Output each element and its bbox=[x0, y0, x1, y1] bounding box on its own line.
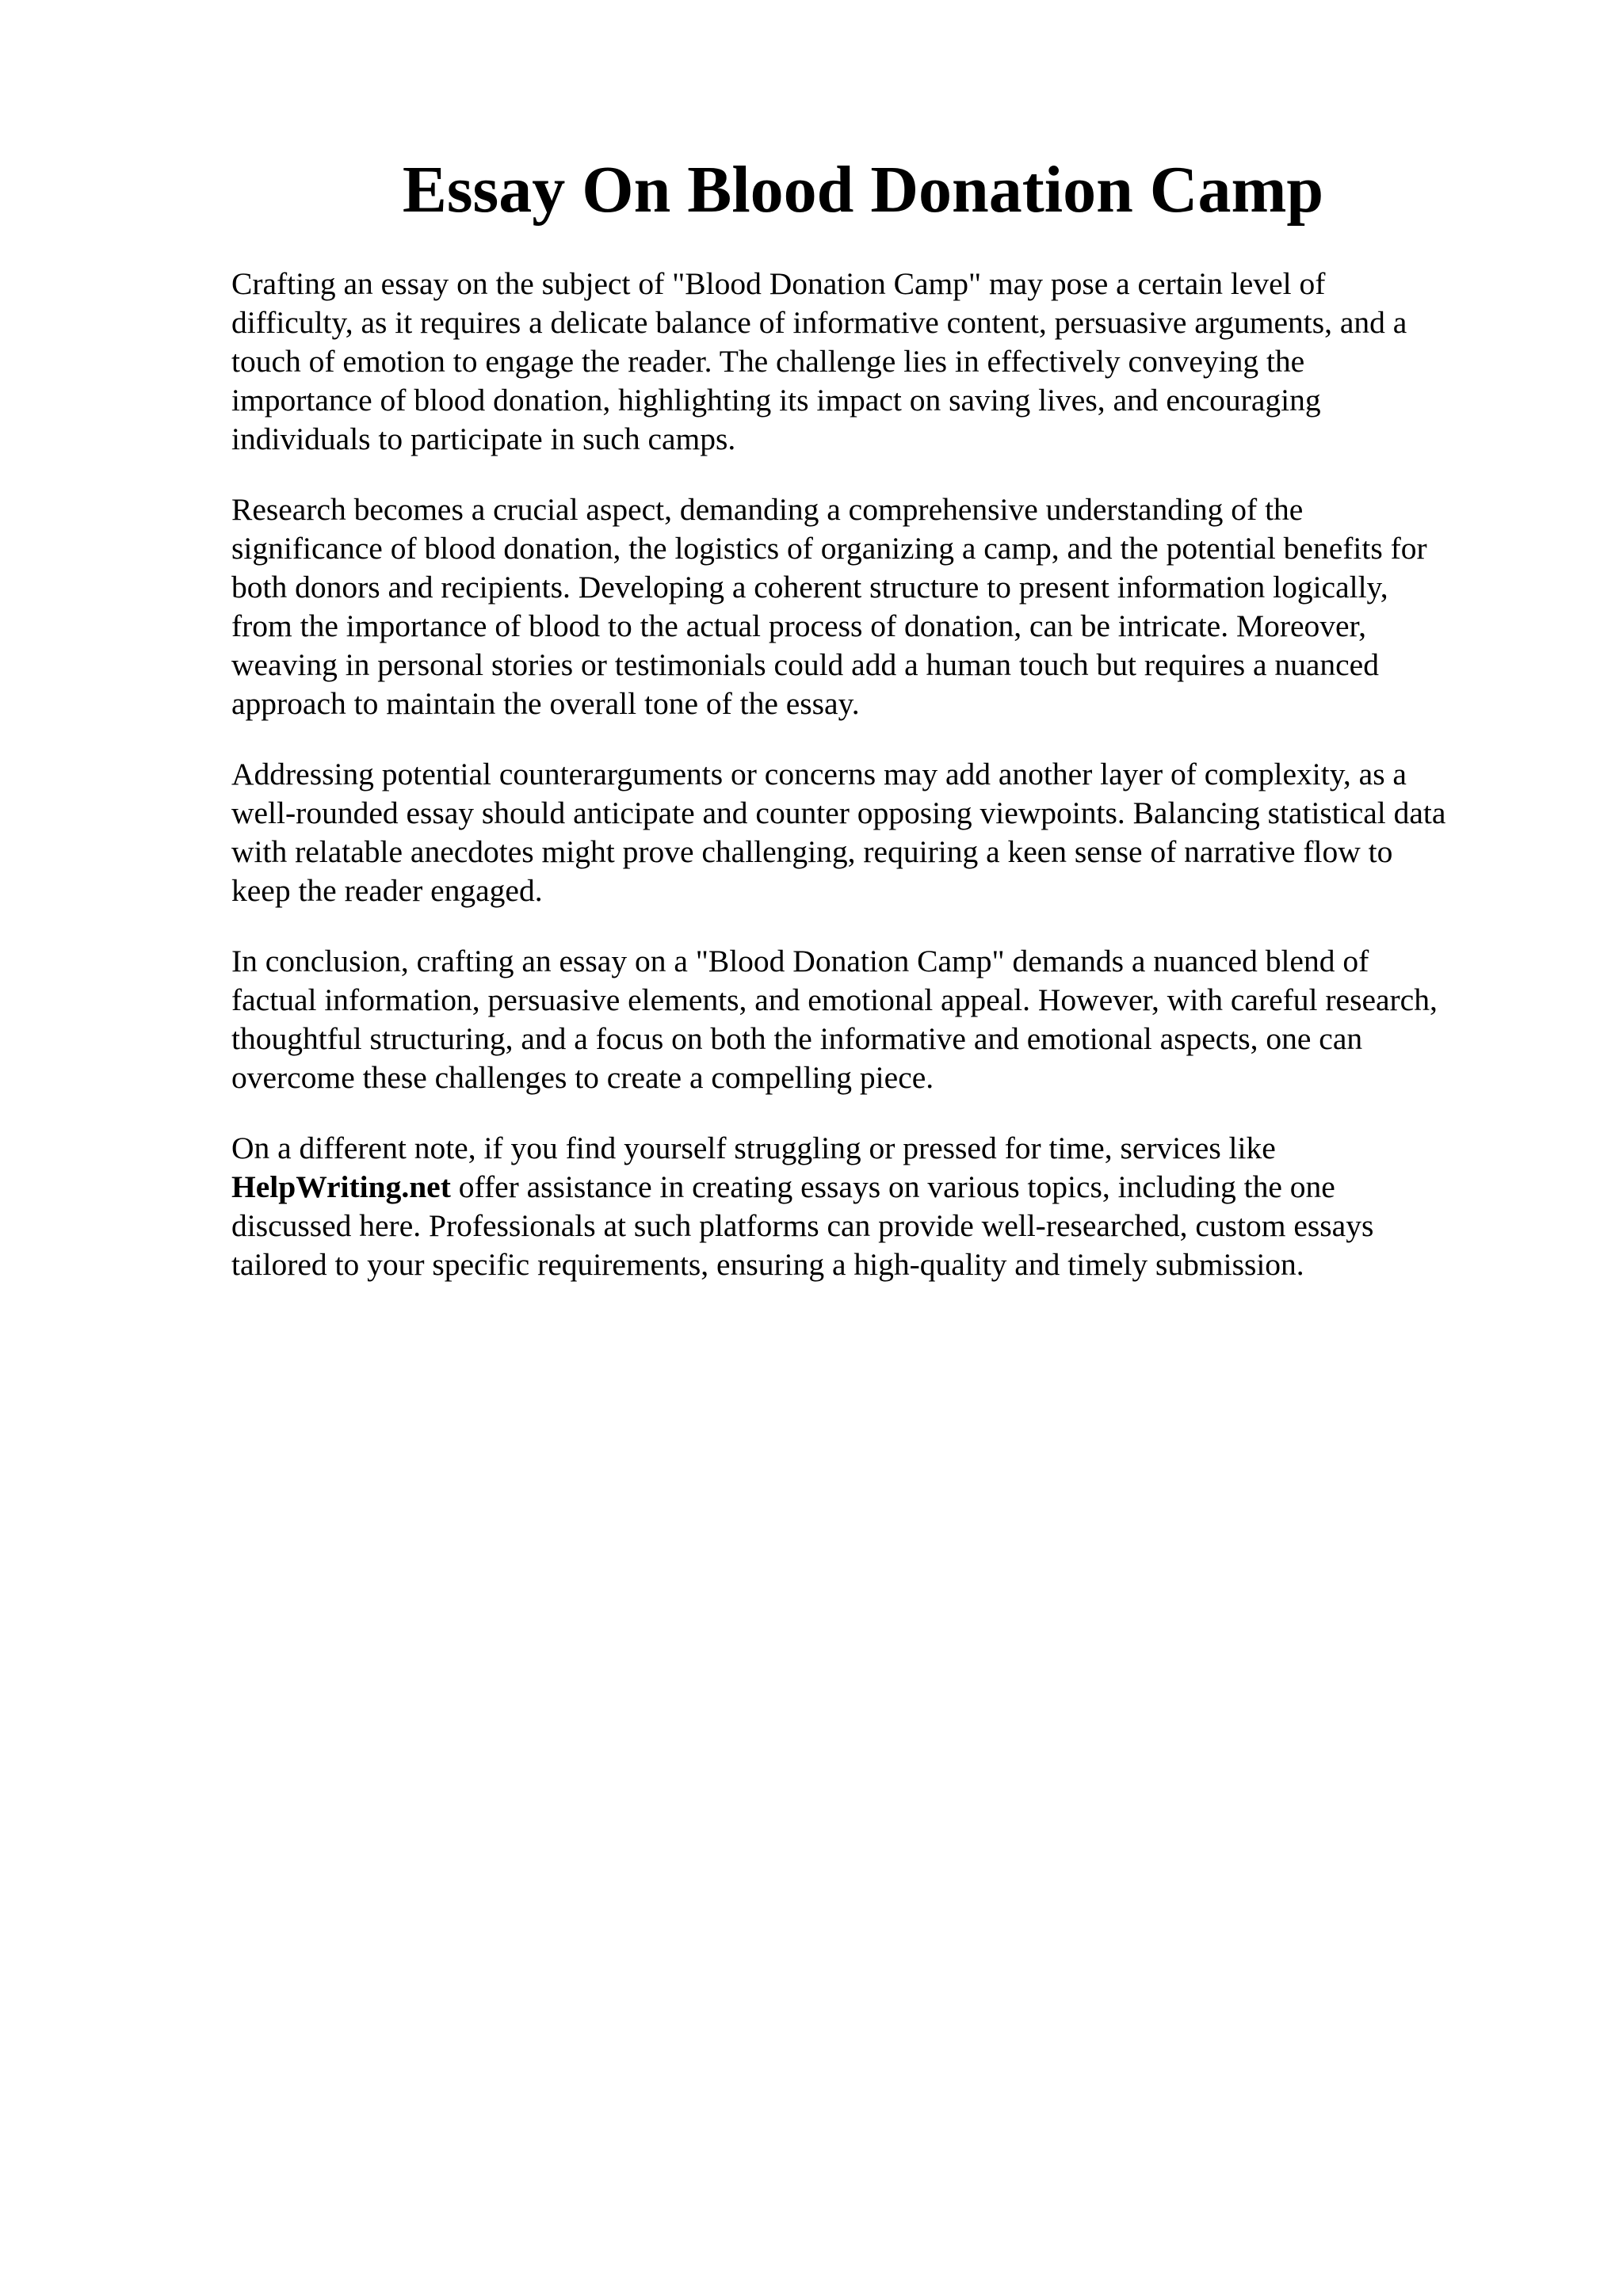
text-line: overcome these challenges to create a compelling piece. bbox=[231, 1060, 934, 1095]
paragraph-1 bbox=[231, 265, 1515, 459]
text-line: discussed here. Professionals at such platforms can provide well-researched, custom essays bbox=[231, 1208, 1374, 1243]
text-line: factual information, persuasive elements, and emotional appeal. However, with careful research, bbox=[231, 982, 1438, 1017]
page-title: Essay On Blood Donation Camp bbox=[402, 153, 1324, 227]
text-line: thoughtful structuring, and a focus on both the informative and emotional aspects, one can bbox=[231, 1021, 1363, 1056]
text-line: Addressing potential counterarguments or concerns may add another layer of complexity, as a bbox=[231, 757, 1407, 791]
text-line: both donors and recipients. Developing a coherent structure to present information logically, bbox=[231, 570, 1388, 605]
text-line: tailored to your specific requirements, ensuring a high-quality and timely submission. bbox=[231, 1247, 1304, 1282]
text-line: individuals to participate in such camps. bbox=[231, 421, 736, 456]
text-line: On a different note, if you find yourself struggling or pressed for time, services like bbox=[231, 1131, 1276, 1165]
paragraph-5 bbox=[231, 1129, 1515, 1284]
text-line: importance of blood donation, highlighting its impact on saving lives, and encouraging bbox=[231, 383, 1321, 418]
text-line: approach to maintain the overall tone of the essay. bbox=[231, 686, 860, 721]
text-line: Crafting an essay on the subject of "Blood Donation Camp" may pose a certain level of bbox=[231, 266, 1326, 301]
text-line: from the importance of blood to the actual process of donation, can be intricate. Moreover, bbox=[231, 608, 1366, 643]
text-line: weaving in personal stories or testimonials could add a human touch but requires a nuanced bbox=[231, 647, 1379, 682]
text-line: well-rounded essay should anticipate and counter opposing viewpoints. Balancing statistical data bbox=[231, 795, 1446, 830]
brand-name: HelpWriting.net bbox=[231, 1169, 451, 1204]
text-line-with-brand bbox=[231, 1168, 1515, 1207]
text-line: touch of emotion to engage the reader. The challenge lies in effectively conveying the bbox=[231, 344, 1305, 379]
text-line: significance of blood donation, the logistics of organizing a camp, and the potential benefits for bbox=[231, 531, 1427, 566]
text-line: keep the reader engaged. bbox=[231, 873, 543, 908]
text-line: In conclusion, crafting an essay on a "Blood Donation Camp" demands a nuanced blend of bbox=[231, 944, 1369, 978]
text-line: with relatable anecdotes might prove challenging, requiring a keen sense of narrative flow to bbox=[231, 834, 1393, 869]
essay-body bbox=[231, 265, 1515, 1316]
text-line: Research becomes a crucial aspect, demanding a comprehensive understanding of the bbox=[231, 492, 1304, 527]
text-fragment: offer assistance in creating essays on various topics, including the one bbox=[450, 1169, 1335, 1204]
paragraph-2 bbox=[231, 490, 1515, 723]
text-line: difficulty, as it requires a delicate balance of informative content, persuasive arguments, and a bbox=[231, 305, 1407, 340]
paragraph-4 bbox=[231, 942, 1515, 1097]
paragraph-3 bbox=[231, 755, 1515, 910]
